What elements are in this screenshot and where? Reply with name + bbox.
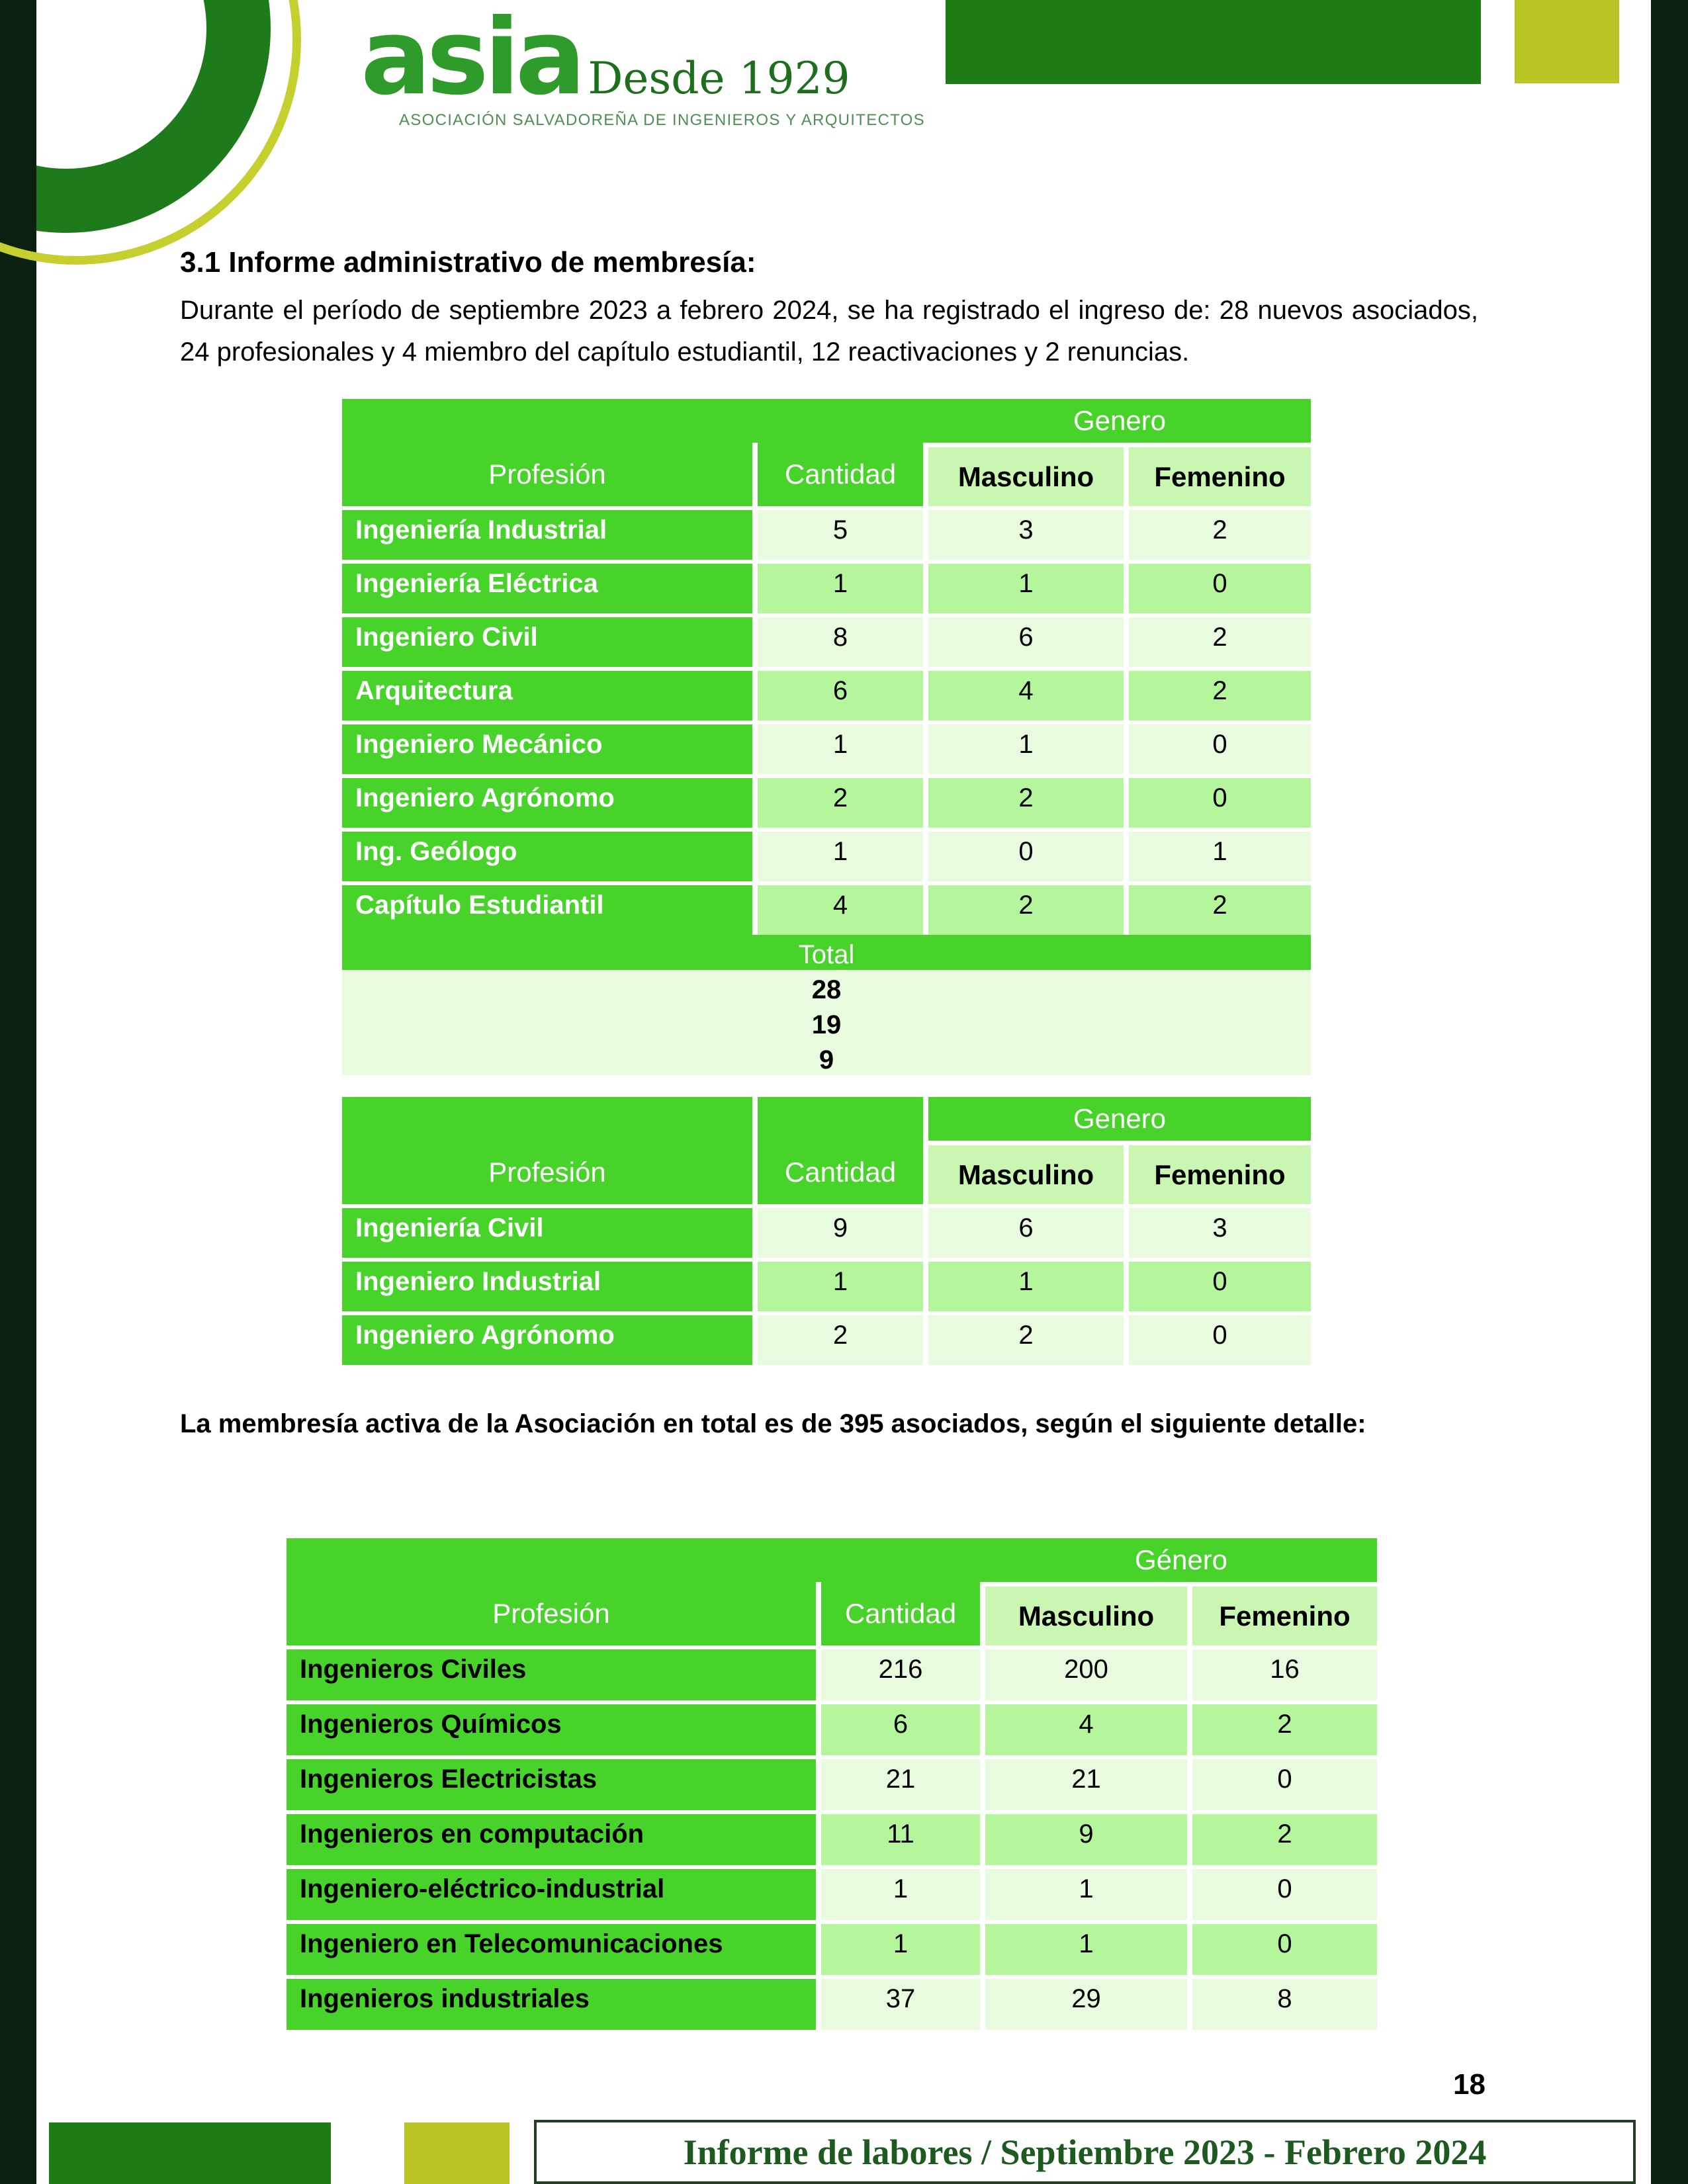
right-edge-bar xyxy=(1651,0,1688,2184)
table-row xyxy=(287,1649,1377,1700)
table-row xyxy=(342,885,1311,935)
quantity-cell: 1 xyxy=(758,1262,923,1311)
profession-cell: Capítulo Estudiantil xyxy=(342,885,752,935)
reactivations-table xyxy=(342,1097,1311,1365)
quantity-cell: 1 xyxy=(758,832,923,881)
table-row xyxy=(287,1814,1377,1865)
profession-cell: Ingenieros Civiles xyxy=(287,1649,816,1700)
header-green-bar xyxy=(946,0,1481,84)
logo-since-text: Desde 1929 xyxy=(588,53,850,104)
female-count-cell: 2 xyxy=(1129,510,1311,560)
female-count-cell: 2 xyxy=(1192,1704,1377,1755)
male-count-cell: 1 xyxy=(928,564,1124,613)
intro-paragraph: Durante el período de septiembre 2023 a febrero 2024, se ha registrado el ingreso de: 28 nuevos asociados, 24 profesionales y 4 miembro del capítulo estudiantil, 12 reactivaciones y 2 renuncias. xyxy=(180,296,1478,367)
logo-arc-decoration xyxy=(0,0,301,265)
male-count-cell: 0 xyxy=(928,832,1124,881)
table-body xyxy=(342,510,1311,935)
female-count-cell: 0 xyxy=(1192,1924,1377,1975)
logo-brand-text: asia xyxy=(361,0,582,118)
total-female-cell: 9 xyxy=(342,1040,1311,1075)
profession-header-label: Profesión xyxy=(488,1157,606,1188)
female-header-cell: Femenino xyxy=(1192,1587,1377,1645)
header-yellow-bar xyxy=(1515,0,1619,83)
profession-cell: Ingenieros Electricistas xyxy=(287,1759,816,1810)
male-count-cell: 1 xyxy=(928,1262,1124,1311)
female-count-cell: 8 xyxy=(1192,1979,1377,2030)
male-count-cell: 6 xyxy=(928,617,1124,667)
profession-cell: Ingeniero en Telecomunicaciones xyxy=(287,1924,816,1975)
total-quantity-cell: 28 xyxy=(342,970,1311,1005)
female-header-cell: Femenino xyxy=(1129,447,1311,506)
quantity-cell: 2 xyxy=(758,1315,923,1365)
female-count-cell: 2 xyxy=(1129,671,1311,721)
female-count-cell: 2 xyxy=(1129,617,1311,667)
male-count-cell: 3 xyxy=(928,510,1124,560)
table-body xyxy=(342,1208,1311,1365)
profession-cell: Ingenieros industriales xyxy=(287,1979,816,2030)
section-title: 3.1 Informe administrativo de membresía: xyxy=(180,246,756,279)
male-count-cell: 1 xyxy=(985,1924,1187,1975)
quantity-cell: 5 xyxy=(758,510,923,560)
profession-cell: Ingenieros en computación xyxy=(287,1814,816,1865)
profession-cell: Ingeniería Industrial xyxy=(342,510,752,560)
quantity-cell: 1 xyxy=(758,564,923,613)
asia-logo xyxy=(361,0,925,130)
profession-cell: Ingeniero Civil xyxy=(342,617,752,667)
table-row xyxy=(287,1979,1377,2030)
table-body xyxy=(287,1649,1377,2030)
left-edge-bar xyxy=(0,0,36,2184)
table-row xyxy=(287,1869,1377,1920)
profession-cell: Ingeniero Agrónomo xyxy=(342,778,752,828)
gender-header-cell: Genero xyxy=(928,1097,1311,1141)
quantity-header-cell xyxy=(821,1538,980,1645)
quantity-cell: 9 xyxy=(758,1208,923,1258)
total-row xyxy=(342,935,1311,1074)
quantity-header-label: Cantidad xyxy=(784,1157,897,1188)
female-count-cell: 0 xyxy=(1129,564,1311,613)
male-count-cell: 200 xyxy=(985,1649,1187,1700)
new-members-table xyxy=(342,399,1311,1074)
male-count-cell: 1 xyxy=(985,1869,1187,1920)
quantity-cell: 6 xyxy=(758,671,923,721)
male-count-cell: 1 xyxy=(928,724,1124,774)
male-count-cell: 9 xyxy=(985,1814,1187,1865)
female-count-cell: 0 xyxy=(1129,1262,1311,1311)
table-header xyxy=(342,1097,1311,1204)
profession-cell: Ingeniero Mecánico xyxy=(342,724,752,774)
profession-cell: Ingeniero Agrónomo xyxy=(342,1315,752,1365)
female-count-cell: 3 xyxy=(1129,1208,1311,1258)
female-count-cell: 0 xyxy=(1129,724,1311,774)
male-count-cell: 4 xyxy=(928,671,1124,721)
footer-green-block xyxy=(49,2122,331,2184)
table-row xyxy=(287,1704,1377,1755)
female-count-cell: 1 xyxy=(1129,832,1311,881)
footer-banner xyxy=(534,2120,1636,2184)
quantity-header-label: Cantidad xyxy=(844,1598,957,1629)
table-header xyxy=(342,399,1311,506)
quantity-cell: 37 xyxy=(821,1979,980,2030)
male-count-cell: 2 xyxy=(928,1315,1124,1365)
gender-header-cell: Género xyxy=(985,1538,1377,1582)
female-count-cell: 0 xyxy=(1192,1759,1377,1810)
quantity-cell: 21 xyxy=(821,1759,980,1810)
table-row xyxy=(342,1262,1311,1311)
quantity-cell: 216 xyxy=(821,1649,980,1700)
active-membership-table xyxy=(287,1538,1377,2030)
male-count-cell: 29 xyxy=(985,1979,1187,2030)
profession-header-cell xyxy=(342,1097,752,1204)
table-row xyxy=(342,510,1311,560)
profession-header-cell xyxy=(342,399,752,506)
female-count-cell: 0 xyxy=(1192,1869,1377,1920)
table-row xyxy=(342,617,1311,667)
profession-cell: Ingeniero-eléctrico-industrial xyxy=(287,1869,816,1920)
profession-cell: Arquitectura xyxy=(342,671,752,721)
profession-cell: Ing. Geólogo xyxy=(342,832,752,881)
profession-header-cell xyxy=(287,1538,816,1645)
male-count-cell: 4 xyxy=(985,1704,1187,1755)
page-number: 18 xyxy=(1453,2068,1486,2101)
profession-cell: Ingenieros Químicos xyxy=(287,1704,816,1755)
female-count-cell: 0 xyxy=(1129,1315,1311,1365)
male-count-cell: 2 xyxy=(928,778,1124,828)
profession-header-label: Profesión xyxy=(492,1598,610,1629)
male-count-cell: 6 xyxy=(928,1208,1124,1258)
quantity-cell: 6 xyxy=(821,1704,980,1755)
gender-header-cell: Genero xyxy=(928,399,1311,443)
male-count-cell: 21 xyxy=(985,1759,1187,1810)
table-row xyxy=(342,832,1311,881)
profession-cell: Ingeniería Eléctrica xyxy=(342,564,752,613)
table-row xyxy=(342,1315,1311,1365)
total-male-cell: 19 xyxy=(342,1005,1311,1040)
female-count-cell: 2 xyxy=(1192,1814,1377,1865)
table-row xyxy=(342,564,1311,613)
female-count-cell: 2 xyxy=(1129,885,1311,935)
footer-banner-text: Informe de labores / Septiembre 2023 - Febrero 2024 xyxy=(683,2132,1487,2172)
table-row xyxy=(287,1924,1377,1975)
membership-paragraph: La membresía activa de la Asociación en total es de 395 asociados, según el siguiente detalle: xyxy=(180,1409,1366,1438)
table-row xyxy=(342,671,1311,721)
quantity-header-cell xyxy=(758,399,923,506)
female-count-cell: 16 xyxy=(1192,1649,1377,1700)
table-row xyxy=(287,1759,1377,1810)
quantity-cell: 1 xyxy=(758,724,923,774)
profession-cell: Ingeniero Industrial xyxy=(342,1262,752,1311)
quantity-cell: 1 xyxy=(821,1869,980,1920)
table-row xyxy=(342,1208,1311,1258)
quantity-cell: 1 xyxy=(821,1924,980,1975)
table-row xyxy=(342,778,1311,828)
female-header-cell: Femenino xyxy=(1129,1145,1311,1204)
logo-caption-text: ASOCIACIÓN SALVADOREÑA DE INGENIEROS Y ARQUITECTOS xyxy=(399,111,925,129)
profession-cell: Ingeniería Civil xyxy=(342,1208,752,1258)
male-header-cell: Masculino xyxy=(928,1145,1124,1204)
table-row xyxy=(342,724,1311,774)
profession-header-label: Profesión xyxy=(488,459,606,490)
quantity-header-cell xyxy=(758,1097,923,1204)
quantity-cell: 4 xyxy=(758,885,923,935)
footer-yellow-block xyxy=(404,2122,510,2184)
quantity-cell: 8 xyxy=(758,617,923,667)
total-label-cell: Total xyxy=(342,935,1311,970)
quantity-header-label: Cantidad xyxy=(784,459,897,490)
quantity-cell: 11 xyxy=(821,1814,980,1865)
male-header-cell: Masculino xyxy=(985,1587,1187,1645)
female-count-cell: 0 xyxy=(1129,778,1311,828)
male-header-cell: Masculino xyxy=(928,447,1124,506)
quantity-cell: 2 xyxy=(758,778,923,828)
table-header xyxy=(287,1538,1377,1645)
male-count-cell: 2 xyxy=(928,885,1124,935)
